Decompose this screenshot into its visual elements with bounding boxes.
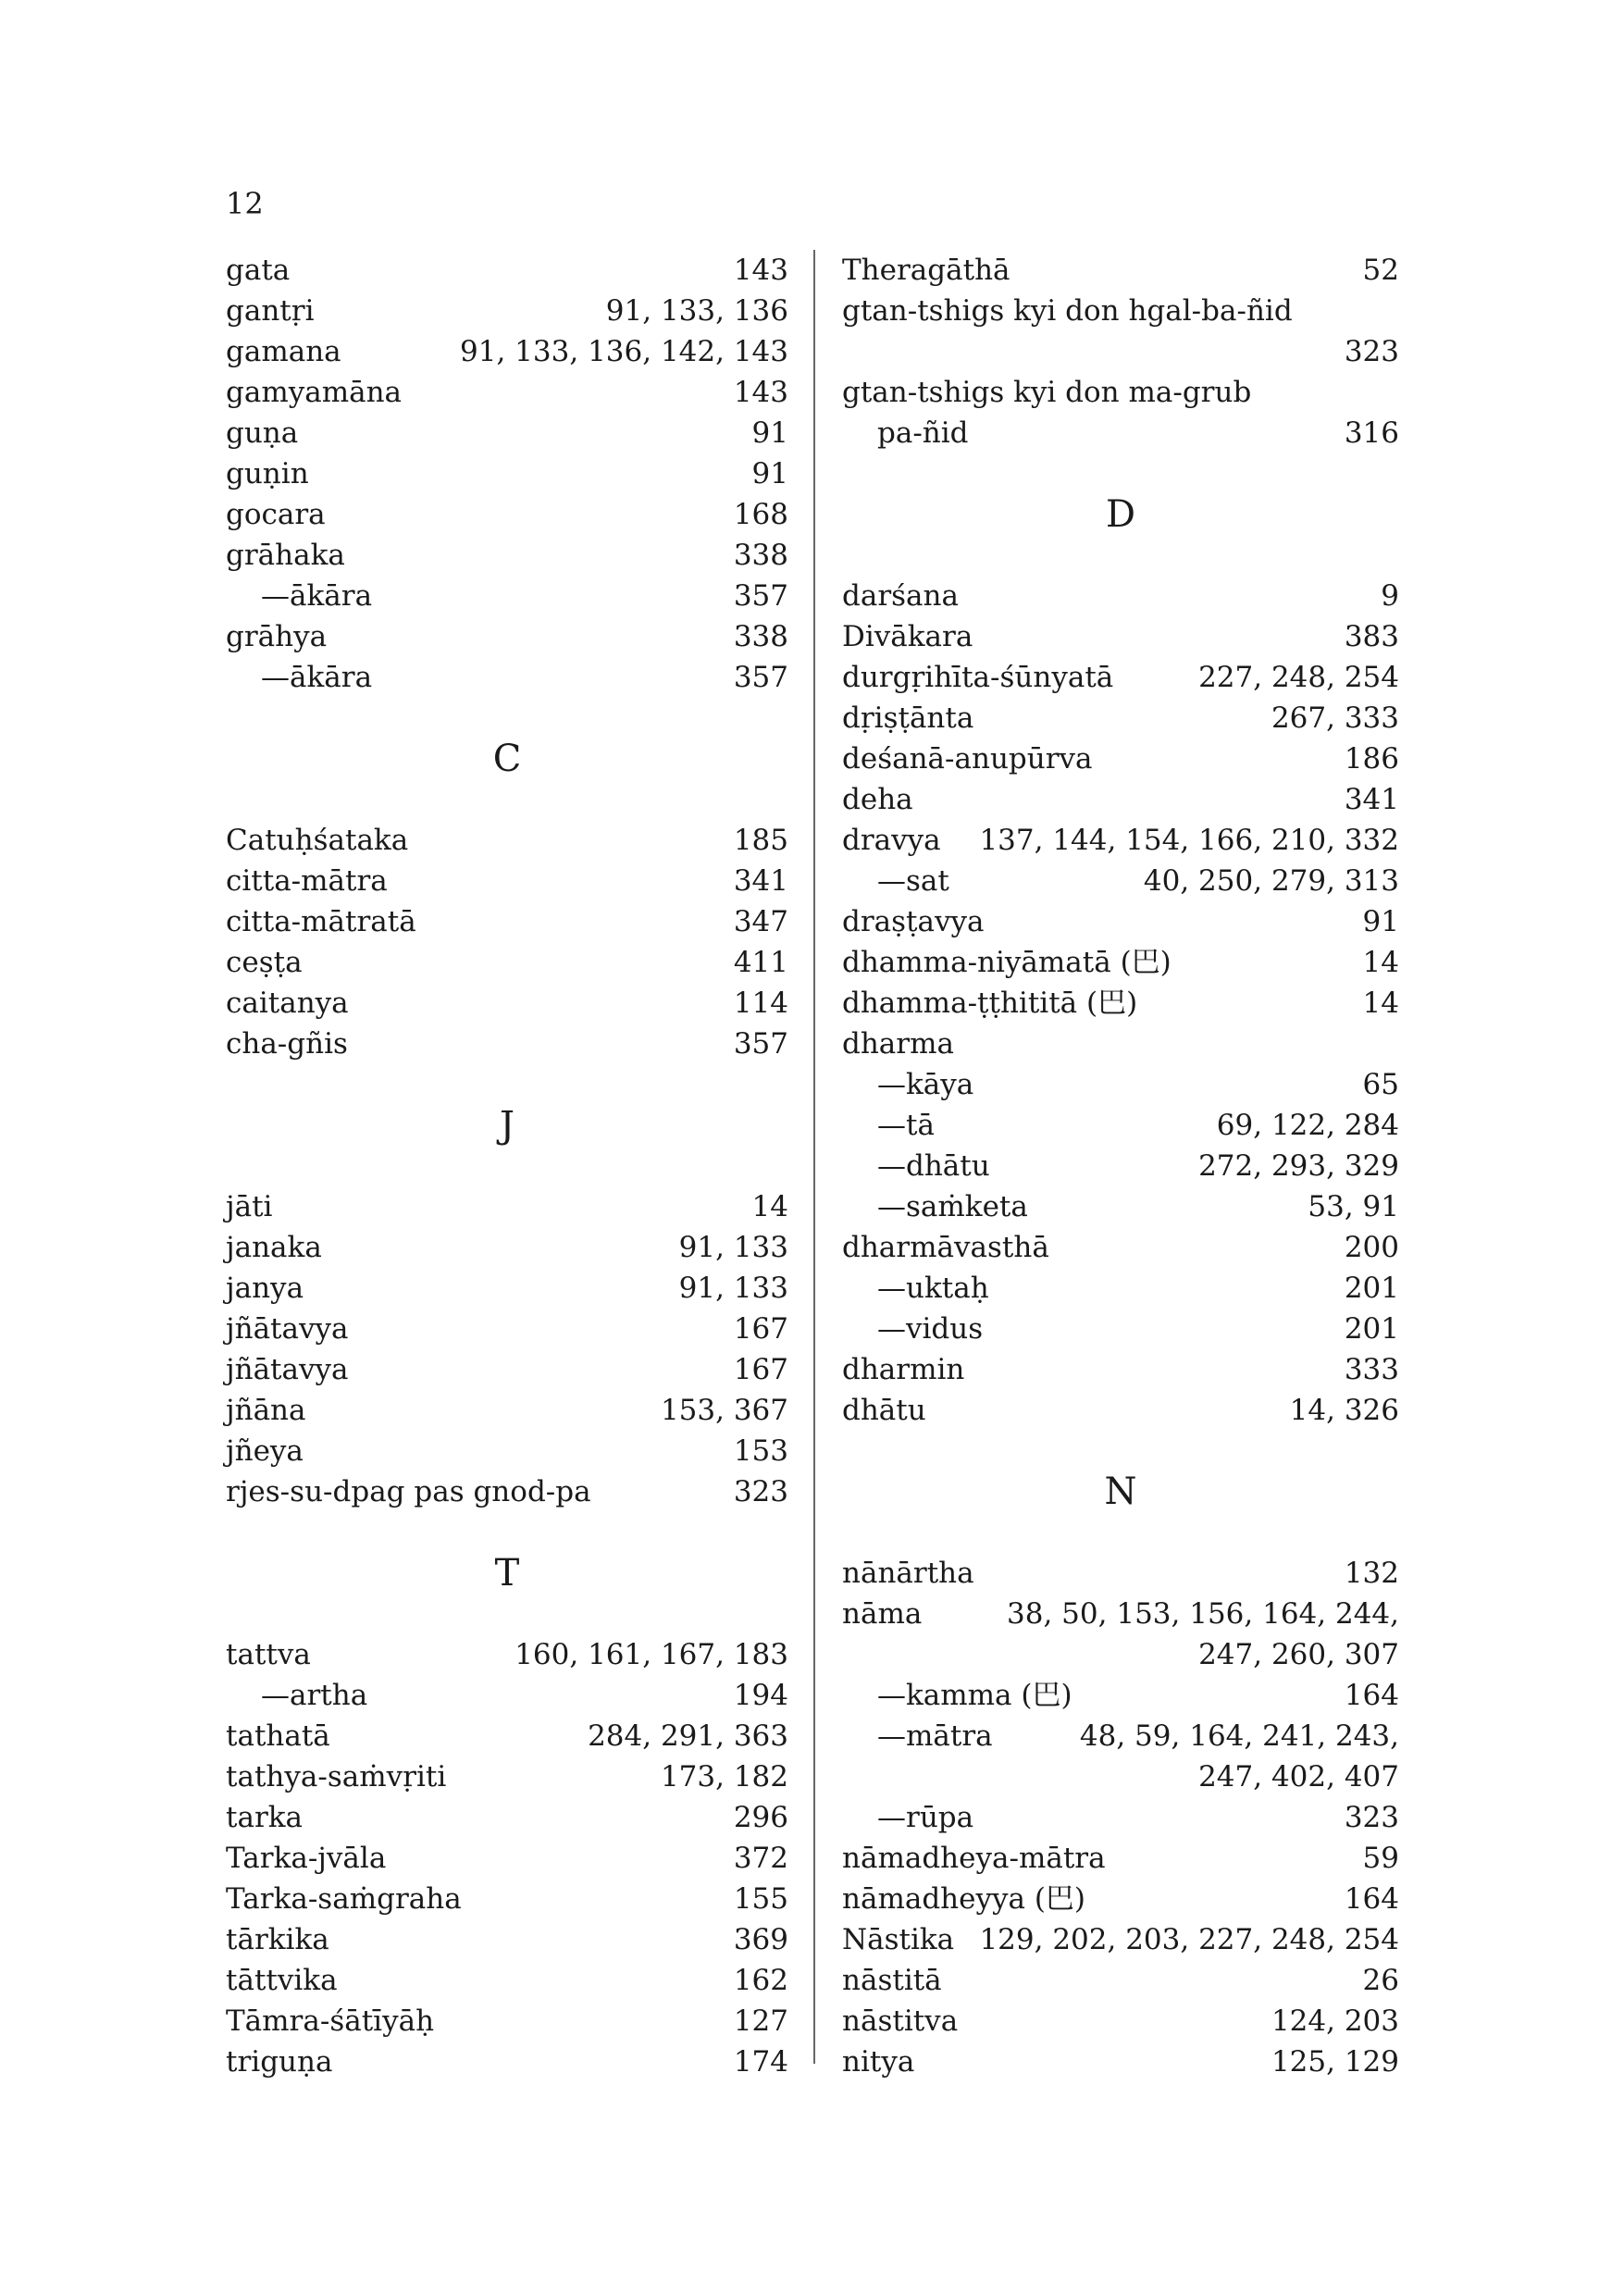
index-entry [226, 1960, 788, 2001]
index-page-refs: 53, 91 [1308, 1190, 1399, 1223]
index-entry [226, 901, 788, 942]
index-term: darśana [842, 579, 959, 613]
index-column-left [226, 250, 788, 2082]
index-page-refs: 173, 182 [660, 1760, 788, 1793]
index-term: jñāna [226, 1394, 306, 1427]
index-entry [842, 1390, 1399, 1431]
index-entry [842, 291, 1399, 331]
index-page-refs: 114 [733, 987, 788, 1020]
index-page-refs: 357 [733, 1027, 788, 1061]
index-term: caitanya [226, 987, 349, 1020]
index-page-refs: 162 [733, 1964, 788, 1997]
index-term: dhamma-ṭṭhititā (巴) [842, 987, 1138, 1020]
index-term: jñātavya [226, 1312, 349, 1346]
index-entry [226, 1309, 788, 1349]
index-entry [842, 779, 1399, 820]
index-entry [842, 1024, 1399, 1064]
index-term: gtan-tshigs kyi don ma-grub [842, 376, 1252, 409]
index-entry [842, 1716, 1399, 1756]
index-page-refs: 9 [1381, 579, 1399, 613]
index-subterm: —tā [877, 1109, 935, 1142]
index-page-refs: 14, 326 [1289, 1394, 1399, 1427]
index-page-refs: 357 [733, 579, 788, 613]
section-letter-heading: J [499, 1104, 515, 1147]
index-page-refs: 91, 133, 136 [605, 294, 788, 328]
index-page-refs: 411 [733, 946, 788, 979]
index-term: dhamma-niyāmatā (巴) [842, 946, 1172, 979]
index-page-refs: 14 [751, 1190, 788, 1223]
index-entry [226, 861, 788, 901]
index-page-refs: 338 [733, 620, 788, 653]
index-entry [226, 657, 788, 698]
index-entry [842, 942, 1399, 983]
index-entry [226, 1919, 788, 1960]
index-entry [842, 616, 1399, 657]
index-entry [842, 1797, 1399, 1838]
index-entry [842, 1675, 1399, 1716]
index-page-refs: 186 [1344, 742, 1399, 776]
index-entry [842, 1553, 1399, 1594]
index-entry [842, 1349, 1399, 1390]
index-entry [226, 331, 788, 372]
index-page-refs: 167 [733, 1312, 788, 1346]
index-page-refs: 200 [1344, 1231, 1399, 1264]
index-term: gamyamāna [226, 376, 403, 409]
index-term: dharma [842, 1027, 954, 1061]
index-entry [226, 1675, 788, 1716]
index-page-refs: 65 [1362, 1068, 1399, 1101]
index-page-refs: 369 [733, 1923, 788, 1956]
index-entry [226, 983, 788, 1024]
index-page-refs: 247, 402, 407 [1198, 1760, 1399, 1793]
index-entry [842, 1634, 1399, 1675]
index-entry [842, 1879, 1399, 1919]
index-term: gamana [226, 335, 341, 368]
index-page-refs: 91 [751, 416, 788, 450]
index-page-refs: 247, 260, 307 [1198, 1638, 1399, 1671]
index-entry [842, 657, 1399, 698]
index-term: gocara [226, 498, 326, 531]
index-term: citta-mātra [226, 864, 388, 898]
index-page-refs: 69, 122, 284 [1216, 1109, 1399, 1142]
index-page-refs: 155 [733, 1882, 788, 1916]
index-entry [842, 1838, 1399, 1879]
index-term: nāmadheya-mātra [842, 1842, 1106, 1875]
index-term: dṛiṣṭānta [842, 701, 974, 735]
index-page-refs: 132 [1344, 1557, 1399, 1590]
section-letter-heading: N [1104, 1471, 1137, 1513]
index-entry [842, 1268, 1399, 1309]
index-page-refs: 372 [733, 1842, 788, 1875]
index-term: dharmin [842, 1353, 965, 1386]
index-page-refs: 91 [751, 457, 788, 490]
index-page-refs: 201 [1344, 1312, 1399, 1346]
index-page-refs: 143 [733, 254, 788, 287]
index-page-refs: 272, 293, 329 [1198, 1149, 1399, 1183]
index-page-refs: 153 [733, 1434, 788, 1468]
index-page-refs: 137, 144, 154, 166, 210, 332 [979, 824, 1399, 857]
index-entry [226, 453, 788, 494]
index-term: deśanā-anupūrva [842, 742, 1093, 776]
index-term: citta-mātratā [226, 905, 416, 938]
index-subterm: —uktaḥ [877, 1272, 989, 1305]
index-page-refs: 347 [733, 905, 788, 938]
index-page-refs: 125, 129 [1271, 2045, 1399, 2079]
index-term: jñātavya [226, 1353, 349, 1386]
index-term: nāmadheyya (巴) [842, 1882, 1086, 1916]
index-page-refs: 323 [1344, 335, 1399, 368]
index-entry [226, 1268, 788, 1309]
index-page-refs: 14 [1362, 946, 1399, 979]
index-page-refs: 160, 161, 167, 183 [514, 1638, 788, 1671]
index-entry [226, 1024, 788, 1064]
index-page-refs: 52 [1362, 254, 1399, 287]
index-term: nānārtha [842, 1557, 974, 1590]
index-entry [226, 1390, 788, 1431]
index-subterm: —ākāra [261, 661, 373, 694]
index-entry [842, 1594, 1399, 1634]
index-page-refs: 383 [1344, 620, 1399, 653]
index-entry [842, 331, 1399, 372]
index-page-refs: 227, 248, 254 [1198, 661, 1399, 694]
index-term: dharmāvasthā [842, 1231, 1049, 1264]
index-term: deha [842, 783, 913, 816]
section-letter-heading: D [1105, 493, 1136, 536]
index-entry [842, 861, 1399, 901]
index-page-refs: 59 [1362, 1842, 1399, 1875]
index-page-refs: 14 [1362, 987, 1399, 1020]
index-entry [842, 983, 1399, 1024]
index-entry [226, 1227, 788, 1268]
index-subterm: —kamma (巴) [877, 1679, 1072, 1712]
index-entry [842, 1919, 1399, 1960]
index-entry [226, 535, 788, 576]
index-term: tāttvika [226, 1964, 338, 1997]
index-term: nāstitva [842, 2004, 959, 2038]
index-page-refs: 91, 133, 136, 142, 143 [460, 335, 788, 368]
index-page-refs: 91, 133 [678, 1272, 788, 1305]
index-page-refs: 143 [733, 376, 788, 409]
index-term: tathatā [226, 1719, 330, 1753]
index-page-refs: 38, 50, 153, 156, 164, 244, [1007, 1597, 1399, 1631]
index-page-refs: 40, 250, 279, 313 [1143, 864, 1399, 898]
page-number: 12 [226, 186, 264, 221]
index-entry [842, 1186, 1399, 1227]
section-letter-heading: T [494, 1552, 520, 1595]
index-page-refs: 333 [1344, 1353, 1399, 1386]
index-subterm: —saṁketa [877, 1190, 1028, 1223]
index-entry [842, 413, 1399, 453]
index-term: triguṇa [226, 2045, 333, 2079]
index-page-refs: 341 [733, 864, 788, 898]
index-entry [842, 738, 1399, 779]
index-page-refs: 26 [1362, 1964, 1399, 1997]
index-page-refs: 323 [1344, 1801, 1399, 1834]
index-page-refs: 124, 203 [1271, 2004, 1399, 2038]
index-page-refs: 341 [1344, 783, 1399, 816]
index-term: tattva [226, 1638, 311, 1671]
index-term: gantṛi [226, 294, 315, 328]
index-entry [842, 1309, 1399, 1349]
index-entry [226, 413, 788, 453]
index-term: janaka [226, 1231, 322, 1264]
index-term: grāhaka [226, 539, 345, 572]
index-column-right [842, 250, 1399, 2082]
index-entry [226, 1756, 788, 1797]
index-subterm: —mātra [877, 1719, 993, 1753]
index-page-refs: 296 [733, 1801, 788, 1834]
index-term: Theragāthā [842, 254, 1010, 287]
index-subterm: —vidus [877, 1312, 984, 1346]
index-entry [226, 576, 788, 616]
index-subterm: —sat [877, 864, 949, 898]
index-entry [842, 1146, 1399, 1186]
index-entry [226, 1797, 788, 1838]
index-term: Tāmra-śātīyāḥ [226, 2004, 435, 2038]
index-term: Catuḥśataka [226, 824, 409, 857]
index-term: dravya [842, 824, 941, 857]
index-term: dhātu [842, 1394, 926, 1427]
index-page-refs: 91, 133 [678, 1231, 788, 1264]
index-page-refs: 194 [733, 1679, 788, 1712]
index-page-refs: 167 [733, 1353, 788, 1386]
index-term: Tarka-saṁgraha [226, 1882, 462, 1916]
index-page-refs: 267, 333 [1271, 701, 1399, 735]
index-term: tārkika [226, 1923, 329, 1956]
index-entry [842, 1960, 1399, 2001]
index-entry [226, 250, 788, 291]
index-term: gata [226, 254, 291, 287]
index-page-refs: 91 [1362, 905, 1399, 938]
index-page-refs: 284, 291, 363 [588, 1719, 788, 1753]
index-term: Divākara [842, 620, 973, 653]
index-term: Tarka-jvāla [226, 1842, 387, 1875]
index-entry [226, 820, 788, 861]
index-subterm: —dhātu [877, 1149, 990, 1183]
index-entry [226, 2001, 788, 2042]
index-term: janya [226, 1272, 304, 1305]
index-term: nitya [842, 2045, 915, 2079]
index-term: Nāstika [842, 1923, 955, 1956]
index-term: jñeya [226, 1434, 304, 1468]
index-entry [226, 291, 788, 331]
index-entry [226, 1634, 788, 1675]
index-entry [842, 1064, 1399, 1105]
index-term: nāstitā [842, 1964, 942, 1997]
index-entry [842, 901, 1399, 942]
column-divider [813, 250, 815, 2064]
index-page-refs: 323 [733, 1475, 788, 1508]
index-entry [842, 372, 1399, 413]
index-page-refs: 48, 59, 164, 241, 243, [1079, 1719, 1399, 1753]
index-term: jāti [226, 1190, 273, 1223]
index-entry [842, 2001, 1399, 2042]
index-term: nāma [842, 1597, 923, 1631]
index-entry [226, 1431, 788, 1471]
index-entry [226, 494, 788, 535]
index-term: cha-gñis [226, 1027, 348, 1061]
index-entry [226, 1471, 788, 1512]
index-term: grāhya [226, 620, 328, 653]
index-term: durgṛihīta-śūnyatā [842, 661, 1114, 694]
index-term: draṣṭavya [842, 905, 985, 938]
index-subterm: —artha [261, 1679, 368, 1712]
index-entry [226, 1838, 788, 1879]
index-entry [226, 2042, 788, 2082]
index-page-refs: 164 [1344, 1679, 1399, 1712]
index-subterm: —ākāra [261, 579, 373, 613]
index-term: gtan-tshigs kyi don hgal-ba-ñid [842, 294, 1293, 328]
index-entry [842, 1105, 1399, 1146]
index-term: guṇin [226, 457, 309, 490]
index-entry [226, 1879, 788, 1919]
index-page-refs: 338 [733, 539, 788, 572]
index-entry [842, 1756, 1399, 1797]
index-entry [226, 1186, 788, 1227]
index-page-refs: 316 [1344, 416, 1399, 450]
index-entry [842, 820, 1399, 861]
section-letter-heading: C [492, 738, 522, 780]
index-page-refs: 129, 202, 203, 227, 248, 254 [979, 1923, 1399, 1956]
index-page-refs: 168 [733, 498, 788, 531]
index-page-refs: 164 [1344, 1882, 1399, 1916]
index-page-refs: 201 [1344, 1272, 1399, 1305]
index-page-refs: 153, 367 [660, 1394, 788, 1427]
index-term: tarka [226, 1801, 304, 1834]
index-entry [842, 576, 1399, 616]
index-page-refs: 357 [733, 661, 788, 694]
index-term: rjes-su-dpag pas gnod-pa [226, 1475, 591, 1508]
index-entry [226, 616, 788, 657]
index-entry [842, 2042, 1399, 2082]
index-term: tathya-saṁvṛiti [226, 1760, 447, 1793]
index-entry [842, 1227, 1399, 1268]
index-entry [226, 1716, 788, 1756]
index-entry [226, 942, 788, 983]
index-term: ceṣṭa [226, 946, 303, 979]
index-entry [226, 1349, 788, 1390]
index-subterm: pa-ñid [877, 416, 969, 450]
index-entry [842, 698, 1399, 738]
index-term: guṇa [226, 416, 299, 450]
index-subterm: —kāya [877, 1068, 974, 1101]
index-entry [226, 372, 788, 413]
index-entry [842, 250, 1399, 291]
index-page-refs: 127 [733, 2004, 788, 2038]
index-page-refs: 174 [733, 2045, 788, 2079]
index-page-refs: 185 [733, 824, 788, 857]
index-subterm: —rūpa [877, 1801, 974, 1834]
